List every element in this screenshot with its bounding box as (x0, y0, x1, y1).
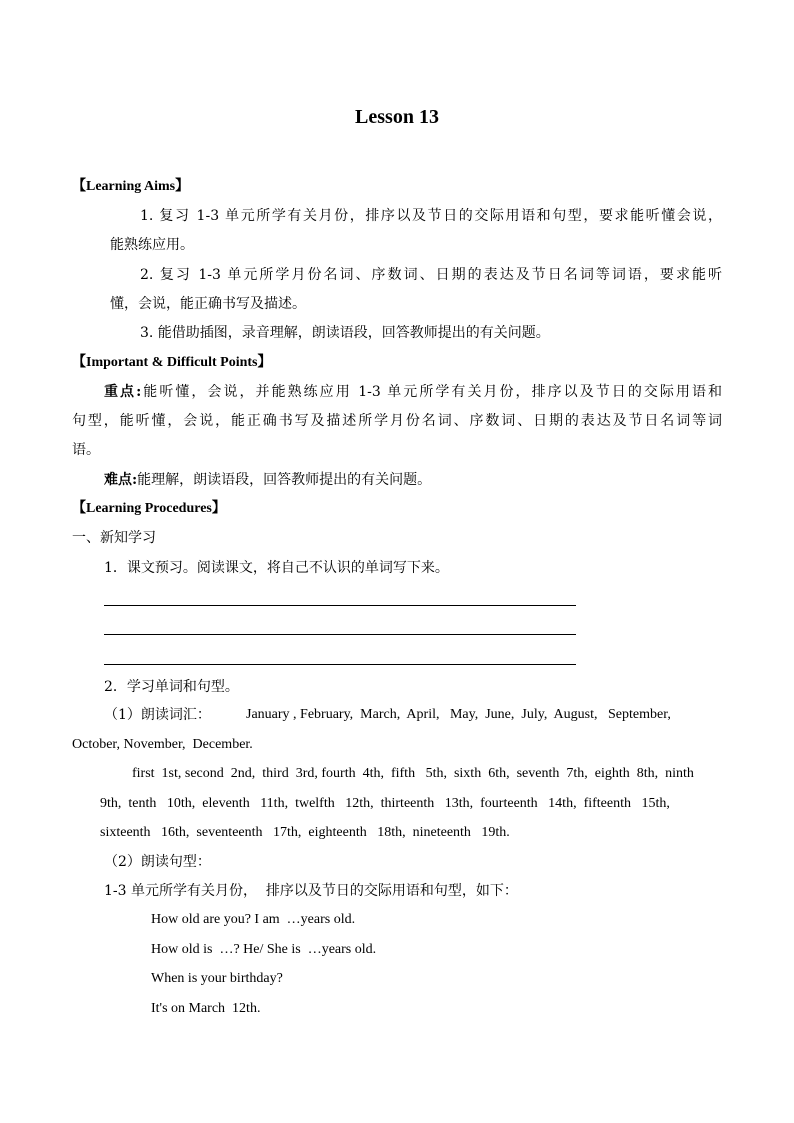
difficult-points-label: 难点: (104, 472, 138, 488)
key-points-line-1 (104, 382, 722, 402)
aims-item-1-cont: 能熟练应用。 (110, 237, 194, 253)
vocab-label: （1）朗读词汇： (104, 707, 211, 723)
sentence-label: （2）朗读句型： (104, 854, 211, 870)
answer-line-2[interactable] (104, 634, 576, 635)
answer-line-3[interactable] (104, 664, 576, 665)
aims-item-2-cont: 懂，会说，能正确书写及描述。 (110, 296, 306, 312)
vocab-line-2: October, November, December. (72, 737, 253, 752)
key-points-label: 重点: (104, 384, 142, 400)
part-one-heading: 一、新知学习 (72, 530, 156, 546)
key-points-line-2: 句型，能听懂，会说，能正确书写及描述所学月份名词、序数词、日期的表达及节日名词等词 (72, 413, 722, 429)
step-two-text: 2．学习单词和句型。 (104, 679, 239, 695)
answer-line-1[interactable] (104, 605, 576, 606)
aims-heading: 【Learning Aims】 (72, 179, 190, 194)
ordinal-line-2: 9th, tenth 10th, eleventh 11th, twelfth 12th, thirteenth 13th, fourteenth 14th, fifteenth 15th, (100, 796, 670, 811)
ordinal-line-1: first 1st, second 2nd, third 3rd, fourth 4th, fifth 5th, sixth 6th, seventh 7th, eighth 8th, ninth (132, 766, 694, 781)
sentence-2: How old is …? He/ She is …years old. (151, 942, 377, 957)
sentence-4: It's on March 12th. (151, 1001, 261, 1016)
sentence-3: When is your birthday? (151, 971, 283, 986)
points-heading: 【Important & Difficult Points】 (72, 355, 272, 370)
sentence-1: How old are you? I am …years old. (151, 912, 356, 927)
ordinal-line-3: sixteenth 16th, seventeenth 17th, eighteenth 18th, nineteenth 19th. (100, 825, 510, 840)
aims-item-1: 1. 复习 1-3 单元所学有关月份，排序以及节日的交际用语和句型，要求能听懂会说， (140, 208, 722, 224)
aims-item-2: 2. 复习 1-3 单元所学月份名词、序数词、日期的表达及节日名词等词语，要求能听 (140, 267, 722, 283)
page-title: Lesson 13 (355, 106, 439, 128)
difficult-points-text: 能理解，朗读语段，回答教师提出的有关问题。 (137, 472, 432, 488)
vocab-line-1: January , February, March, April, May, June, July, August, September, (246, 707, 671, 722)
sentence-intro: 1-3 单元所学有关月份， 排序以及节日的交际用语和句型，如下： (104, 883, 518, 899)
step-one-text: 1．课文预习。阅读课文，将自己不认识的单词写下来。 (104, 560, 449, 576)
difficult-points-line (104, 470, 431, 490)
key-points-text-1: 能听懂，会说，并能熟练应用 1-3 单元所学有关月份，排序以及节日的交际用语和 (141, 384, 722, 400)
aims-item-3: 3. 能借助插图，录音理解，朗读语段，回答教师提出的有关问题。 (140, 325, 550, 341)
key-points-line-3: 语。 (72, 442, 100, 458)
procedures-heading: 【Learning Procedures】 (72, 501, 226, 516)
